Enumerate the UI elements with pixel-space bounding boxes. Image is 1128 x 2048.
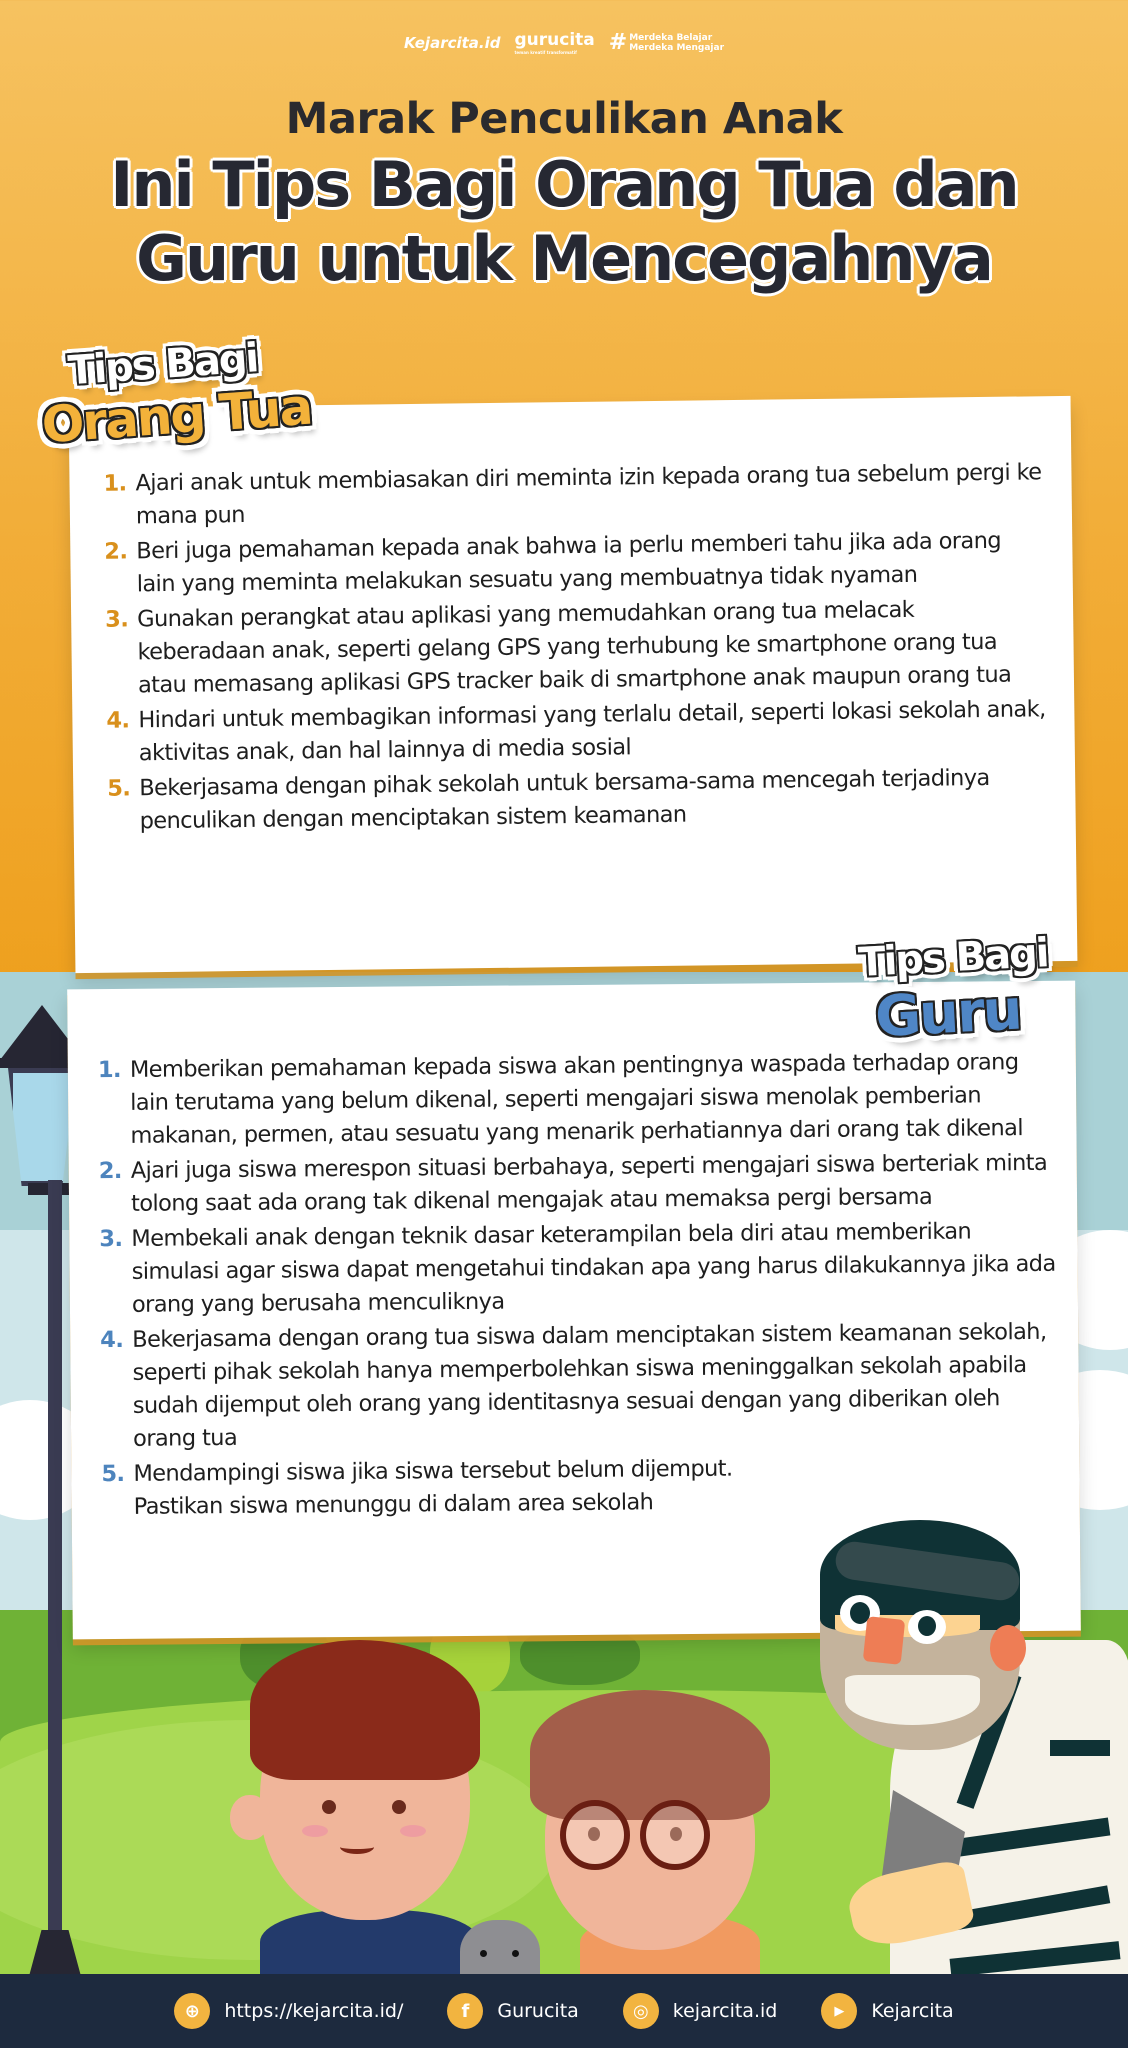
list-item <box>103 456 1044 533</box>
youtube-icon: ▶ <box>821 1993 857 2029</box>
parents-section-label <box>39 332 313 455</box>
list-item <box>100 1316 1061 1456</box>
item-text: Membekali anak dengan teknik dasar keterampilan bela diri atau memberikan simulasi agar siswa dapat mengetahui tindakan apa yang harus dilakukannya jika ada orang yang berusaha menculiknya <box>131 1218 1056 1318</box>
instagram-icon: ◎ <box>623 1993 659 2029</box>
gurucita-logo-text: gurucita <box>514 30 595 50</box>
item-number: 5. <box>107 775 131 802</box>
instagram-label: kejarcita.id <box>672 2000 778 2022</box>
item-text: Ajari anak untuk membiasakan diri meminta izin kepada orang tua sebelum pergi ke mana pun <box>135 459 1042 530</box>
page-subtitle: Marak Penculikan Anak <box>285 94 843 144</box>
page-title-line-1: Ini Tips Bagi Orang Tua dan <box>110 148 1018 221</box>
item-number: 1. <box>103 470 127 497</box>
boy-blush <box>400 1825 426 1837</box>
youtube-label: Kejarcita <box>871 2000 954 2022</box>
girl-hair <box>530 1690 770 1820</box>
section-label-bottom: Guru <box>873 977 1023 1051</box>
teachers-tips-list <box>98 1046 1062 1526</box>
cat-eye <box>480 1950 487 1957</box>
boy-eye <box>322 1800 336 1814</box>
globe-icon: ⊕ <box>174 1993 210 2029</box>
list-item <box>98 1046 1059 1153</box>
item-number: 4. <box>106 707 130 734</box>
boy-smile <box>340 1840 374 1854</box>
section-label-bottom: Orang Tua <box>39 377 313 455</box>
header-logos <box>0 30 1128 55</box>
item-number: 1. <box>97 1056 122 1084</box>
item-text: Gunakan perangkat atau aplikasi yang memudahkan orang tua melacak keberadaan anak, seperti gelang GPS yang terhubung ke smartphone orang tua atau memasang aplikasi GPS tracker baik di smartphone anak maupun orang tua <box>137 596 1012 699</box>
teachers-section-label <box>857 930 1052 1051</box>
boy-eye <box>392 1800 406 1814</box>
boy-ear <box>230 1795 270 1840</box>
section-label-top: Tips Bagi <box>66 335 259 395</box>
list-item <box>99 1147 1060 1221</box>
thief-stripe <box>1050 1740 1110 1756</box>
youtube-link[interactable] <box>821 1993 953 2029</box>
list-item <box>105 592 1046 702</box>
girl-eye <box>588 1827 600 1841</box>
item-number: 3. <box>105 606 129 633</box>
list-item <box>101 1452 802 1524</box>
hashtag-icon: # <box>608 30 628 55</box>
item-text: Mendampingi siswa jika siswa tersebut belum dijemput. Pastikan siswa menunggu di dalam area sekolah <box>133 1455 733 1520</box>
gurucita-logo <box>515 30 595 55</box>
item-number: 2. <box>98 1157 122 1185</box>
item-text: Beri juga pemahaman kepada anak bahwa ia perlu memberi tahu jika ada orang lain yang meminta melakukan sesuatu yang membuatnya tidak nyaman <box>136 527 1002 598</box>
parents-tips-card <box>69 396 1078 973</box>
thief-pupil <box>918 1616 936 1636</box>
merdeka-hashtag-logo <box>609 30 724 55</box>
lamp-post-pole <box>48 1180 62 1980</box>
gurucita-tagline: teman kreatif transformatif <box>514 50 577 55</box>
girl-illustration <box>510 1690 810 1990</box>
kejarcita-logo: Kejarcita.id <box>403 33 501 52</box>
list-item <box>106 693 1047 770</box>
facebook-label: Gurucita <box>497 2000 579 2022</box>
list-item <box>104 524 1045 601</box>
facebook-link[interactable] <box>447 1993 578 2029</box>
item-text: Ajari juga siswa merespon situasi berbahaya, seperti mengajari siswa berteriak minta tolong saat ada orang tak dikenal mengajak atau memaksa pergi bersama <box>130 1149 1048 1217</box>
item-number: 2. <box>104 538 128 565</box>
hashtag-line-1: Merdeka Belajar <box>629 32 713 43</box>
item-number: 5. <box>101 1460 125 1488</box>
instagram-link[interactable] <box>623 1993 778 2029</box>
website-link[interactable] <box>174 1993 403 2029</box>
thief-illustration <box>780 1510 1128 1980</box>
facebook-icon: f <box>447 1993 483 2029</box>
item-text: Hindari untuk membagikan informasi yang terlalu detail, seperti lokasi sekolah anak, aktivitas anak, dan hal lainnya di media sosial <box>138 696 1046 767</box>
website-label: https://kejarcita.id/ <box>224 2000 404 2022</box>
section-label-top: Tips Bagi <box>857 930 1049 986</box>
girl-eye <box>670 1827 682 1841</box>
page-title-line-2: Guru untuk Mencegahnya <box>136 222 992 295</box>
item-number: 3. <box>99 1225 123 1253</box>
parents-tips-list <box>103 456 1047 840</box>
list-item <box>107 761 1048 838</box>
footer-bar <box>0 1974 1128 2048</box>
boy-blush <box>302 1825 328 1837</box>
thief-teeth <box>845 1675 980 1725</box>
thief-nose <box>863 1616 905 1665</box>
item-text: Memberikan pemahaman kepada siswa akan pentingnya waspada terhadap orang lain terutama yang belum dikenal, seperti mengajari siswa menolak pemberian makanan, permen, atau sesuatu yang menarik perhatiannya dari orang tak dikenal <box>129 1049 1024 1149</box>
list-item <box>99 1215 1060 1322</box>
item-number: 4. <box>100 1326 124 1354</box>
item-text: Bekerjasama dengan pihak sekolah untuk bersama-sama mencegah terjadinya penculikan dengan menciptakan sistem keamanan <box>139 764 990 835</box>
page-title <box>0 148 1128 296</box>
item-text: Bekerjasama dengan orang tua siswa dalam menciptakan sistem keamanan sekolah, seperti pihak sekolah hanya memperbolehkan siswa meninggalkan sekolah apabila sudah dijemput oleh orang yang identitasnya sesuai dengan yang diberikan oleh orang tua <box>132 1318 1047 1452</box>
thief-ear <box>990 1625 1026 1671</box>
hashtag-line-2: Merdeka Mengajar <box>629 42 725 53</box>
